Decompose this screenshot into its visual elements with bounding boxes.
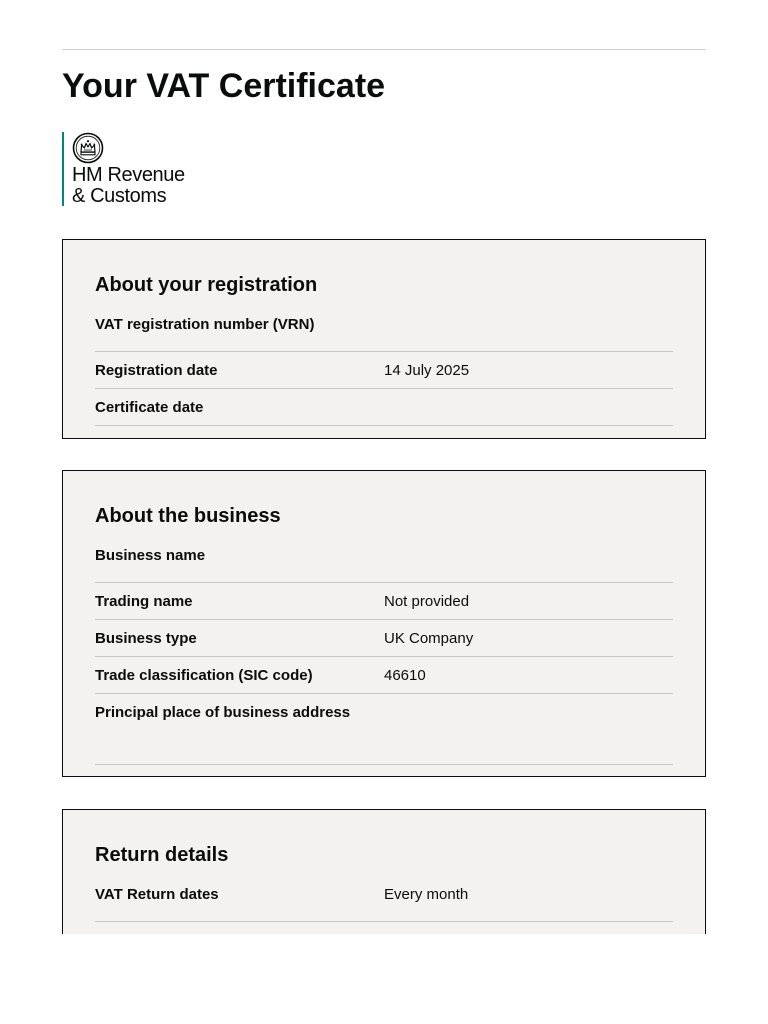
registration-panel [62, 239, 706, 439]
business-heading: About the business [95, 505, 281, 527]
summary-row-sic-code [95, 657, 673, 694]
registration-summary-list [95, 315, 673, 426]
row-value: Not provided [384, 593, 470, 610]
row-label: Principal place of business address [95, 704, 351, 721]
business-summary-list [95, 546, 673, 765]
summary-row-certificate-date [95, 389, 673, 426]
row-label: VAT registration number (VRN) [95, 316, 315, 333]
summary-row-business-address [95, 694, 673, 765]
certificate-page [62, 0, 706, 934]
row-label: Trading name [95, 593, 193, 610]
row-value: Every month [384, 886, 469, 903]
summary-row-business-name [95, 546, 673, 583]
row-label: Trade classification (SIC code) [95, 667, 313, 684]
row-label: Business type [95, 630, 197, 647]
summary-row-vrn [95, 315, 673, 352]
row-label: Registration date [95, 362, 218, 379]
return-details-heading: Return details [95, 844, 229, 866]
row-label: VAT Return dates [95, 886, 219, 903]
crown-crest-icon [72, 132, 104, 164]
summary-row-registration-date [95, 352, 673, 389]
summary-row-business-type [95, 620, 673, 657]
top-divider [62, 49, 706, 50]
logo-text-line-2: & Customs [72, 185, 167, 207]
hmrc-logo [62, 132, 185, 206]
row-label: Business name [95, 547, 206, 564]
summary-row-vat-return-dates [95, 885, 673, 922]
summary-row-trading-name [95, 583, 673, 620]
return-details-panel [62, 809, 706, 934]
row-value: UK Company [384, 630, 474, 647]
logo-text-line-1: HM Revenue [72, 164, 185, 186]
registration-heading: About your registration [95, 274, 318, 296]
row-label: Certificate date [95, 399, 204, 416]
return-details-summary-list [95, 885, 673, 922]
business-panel [62, 470, 706, 777]
row-value: 46610 [384, 667, 426, 684]
page-title: Your VAT Certificate [62, 67, 386, 105]
row-value: 14 July 2025 [384, 362, 470, 379]
